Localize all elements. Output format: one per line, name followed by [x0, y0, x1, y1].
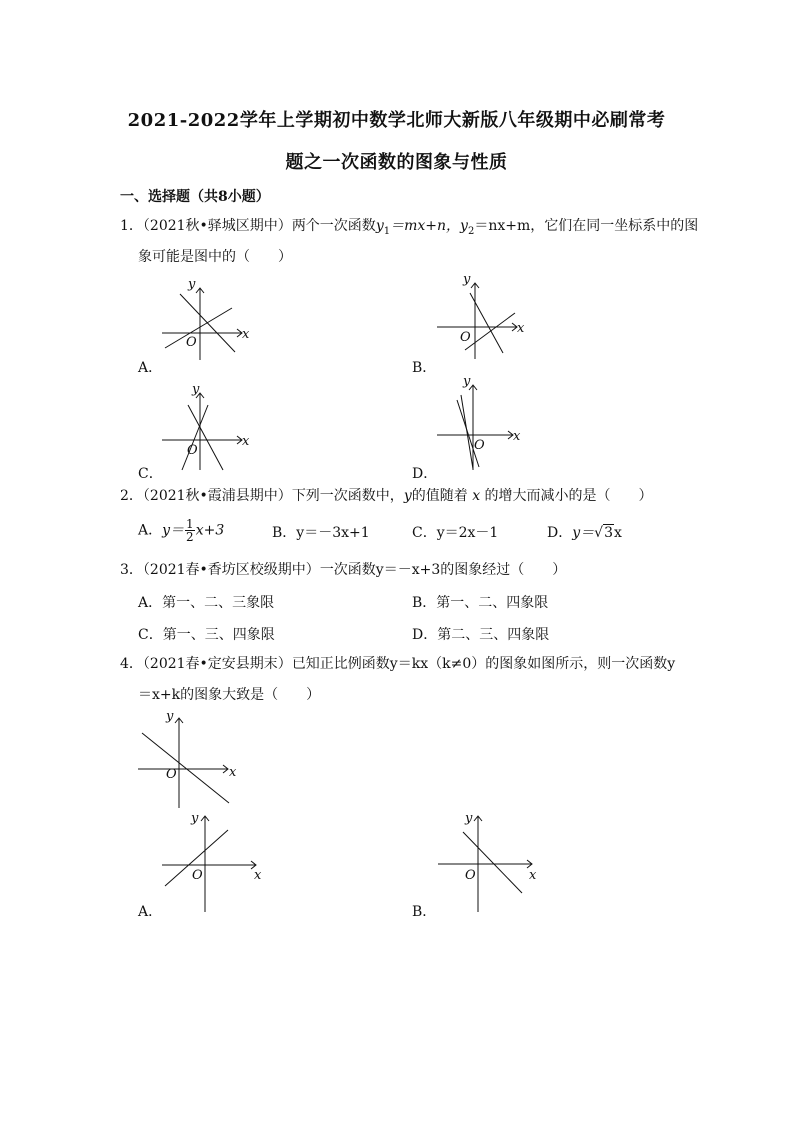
x-label: x — [517, 321, 525, 336]
q3-option-c[interactable]: C．第一、三、四象限 — [138, 627, 275, 643]
question-text-mid: 的值随着 — [411, 488, 468, 504]
origin-label: O — [474, 438, 485, 453]
origin-label: O — [166, 767, 177, 782]
var-x: x — [472, 488, 481, 504]
option-eq-pre: y＝ — [572, 525, 595, 541]
line-rising — [465, 313, 515, 350]
x-label: x — [529, 868, 537, 883]
section-heading: 一、选择题（共8小题） — [120, 189, 270, 205]
subscript-1: 1 — [383, 225, 391, 237]
line-falling — [463, 832, 522, 893]
y-label: y — [188, 277, 196, 292]
question-1-line-1 — [120, 216, 698, 242]
option-label: A． — [138, 522, 163, 539]
fraction — [185, 518, 195, 543]
q4-graph-b — [436, 808, 541, 913]
question-4-line-1 — [120, 654, 675, 674]
line-proportional — [142, 733, 229, 803]
question-source: （2021秋•霞浦县期中） — [142, 488, 292, 504]
sqrt-radicand: 3 — [604, 525, 613, 541]
line-steep-a — [457, 400, 479, 467]
y-label: y — [191, 811, 199, 826]
question-number: 2． — [120, 488, 143, 504]
var-y: y — [403, 488, 412, 504]
q1-graph-a — [160, 277, 250, 360]
question-text-end: 的增大而减小的是（ ） — [484, 488, 653, 504]
q1-option-a[interactable]: A． — [138, 360, 163, 376]
line-falling — [188, 405, 223, 470]
question-2-line-1 — [120, 486, 653, 506]
line-rising — [182, 405, 208, 470]
q2-option-d[interactable] — [547, 522, 622, 542]
question-number: 4． — [120, 656, 143, 672]
option-eq-pre: y＝ — [162, 522, 185, 539]
question-source: （2021春•定安县期末） — [142, 656, 292, 672]
question-text: 两个一次函数 — [291, 218, 376, 234]
q3-option-d[interactable]: D．第二、三、四象限 — [412, 627, 550, 643]
option-eq-post: x+3 — [195, 522, 225, 539]
origin-label: O — [460, 330, 471, 345]
document-title-line-2: 题之一次函数的图象与性质 — [285, 152, 508, 173]
q1-graph-d — [435, 375, 525, 470]
x-label: x — [254, 868, 262, 883]
x-label: x — [229, 765, 237, 780]
question-number: 3． — [120, 562, 143, 578]
q4-graph-a — [160, 808, 265, 913]
question-1-line-2: 象可能是图中的（ ） — [138, 249, 292, 265]
document-title-line-1: 2021-2022学年上学期初中数学北师大新版八年级期中必刷常考 — [127, 110, 666, 131]
question-source: （2021秋•驿城区期中） — [142, 218, 292, 234]
option-eq-post: x — [614, 525, 622, 541]
var-y2: y — [460, 218, 468, 234]
origin-label: O — [186, 335, 197, 350]
q1-graph-c — [160, 382, 250, 470]
q2-option-c[interactable]: C．y＝2x－1 — [412, 525, 499, 541]
y-label: y — [465, 811, 473, 826]
q4-reference-graph — [136, 708, 241, 808]
line-steep-b — [461, 395, 473, 469]
y-label: y — [463, 374, 471, 389]
question-4-line-2: ＝x+k的图象大致是（ ） — [138, 687, 321, 703]
fraction-numerator: 1 — [186, 517, 194, 531]
q2-option-b[interactable]: B．y＝－3x+1 — [272, 525, 370, 541]
question-text: 下列一次函数中， — [291, 488, 404, 504]
subscript-2: 2 — [467, 225, 475, 237]
question-3-line-1 — [120, 560, 566, 580]
y-label: y — [166, 709, 174, 724]
question-number: 1． — [120, 218, 143, 234]
q3-option-b[interactable]: B．第一、二、四象限 — [412, 595, 549, 611]
q3-option-a[interactable]: A．第一、二、三象限 — [138, 595, 275, 611]
fraction-denominator: 2 — [186, 530, 194, 544]
q1-graph-b — [435, 272, 525, 360]
var-y1: y — [375, 218, 384, 234]
y-label: y — [463, 272, 471, 287]
y-label: y — [192, 382, 200, 397]
sqrt-symbol: √ — [594, 525, 604, 541]
q2-option-a[interactable] — [138, 518, 224, 543]
equation-1: ＝mx+n， — [390, 218, 461, 234]
x-label: x — [513, 429, 521, 444]
q4-option-a[interactable]: A． — [138, 904, 163, 920]
question-text: 已知正比例函数y＝kx（k≠0）的图象如图所示，则一次函数y — [291, 656, 676, 672]
origin-label: O — [465, 868, 476, 883]
q1-option-d[interactable]: D． — [412, 466, 438, 482]
question-text: 一次函数y＝－x+3的图象经过（ ） — [319, 562, 567, 578]
q1-option-c[interactable]: C． — [138, 466, 163, 482]
x-label: x — [242, 327, 250, 342]
x-label: x — [242, 434, 250, 449]
q1-option-b[interactable]: B． — [412, 360, 437, 376]
origin-label: O — [192, 868, 203, 883]
option-label: D． — [547, 525, 573, 541]
q4-option-b[interactable]: B． — [412, 904, 437, 920]
origin-label: O — [187, 443, 198, 458]
question-source: （2021春•香坊区校级期中） — [142, 562, 320, 578]
equation-2: ＝nx+m，它们在同一坐标系中的图 — [474, 218, 699, 234]
